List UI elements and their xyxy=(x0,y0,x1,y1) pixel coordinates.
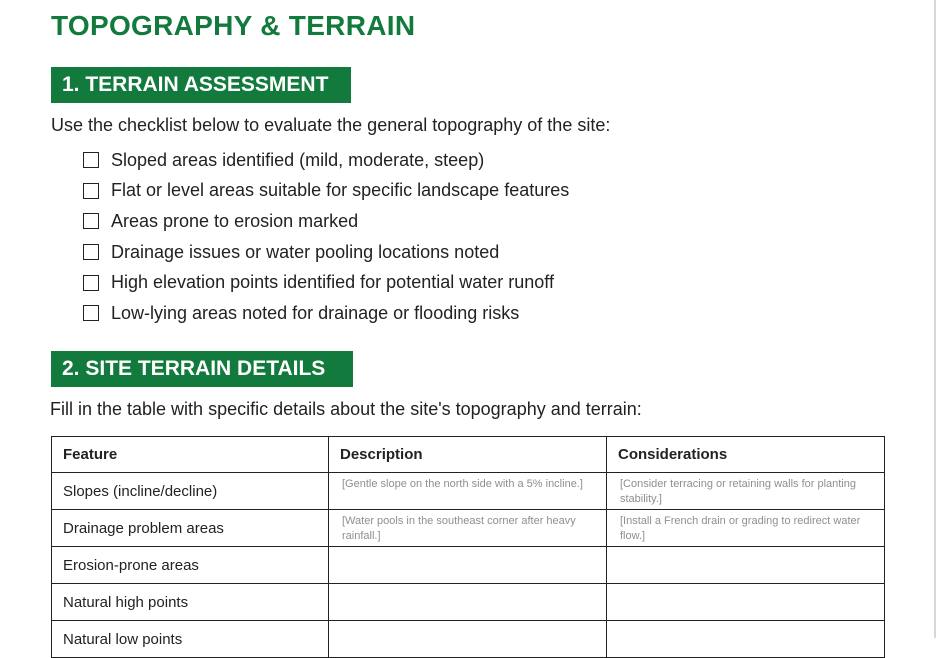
considerations-cell[interactable]: [Consider terracing or retaining walls for planting stability.] xyxy=(607,473,885,510)
page-edge-rule xyxy=(934,0,936,638)
description-cell[interactable] xyxy=(329,547,607,584)
column-header-description: Description xyxy=(329,437,607,473)
considerations-cell[interactable] xyxy=(607,547,885,584)
checkbox[interactable] xyxy=(83,183,99,199)
table-row xyxy=(52,473,885,510)
checkbox[interactable] xyxy=(83,244,99,260)
table-header-row xyxy=(52,437,885,473)
checklist-intro: Use the checklist below to evaluate the general topography of the site: xyxy=(51,115,611,135)
checklist-item[interactable] xyxy=(83,206,569,237)
table-row xyxy=(52,510,885,547)
considerations-cell[interactable] xyxy=(607,584,885,621)
checkbox[interactable] xyxy=(83,275,99,291)
checklist-item-label: High elevation points identified for potential water runoff xyxy=(111,272,554,293)
feature-cell: Natural low points xyxy=(52,621,329,658)
page-title: TOPOGRAPHY & TERRAIN xyxy=(51,10,416,41)
column-header-feature: Feature xyxy=(52,437,329,473)
description-cell[interactable] xyxy=(329,584,607,621)
checklist-item[interactable] xyxy=(83,267,569,298)
checklist-item-label: Sloped areas identified (mild, moderate, steep) xyxy=(111,149,485,170)
section-heading-site-terrain-details: 2. SITE TERRAIN DETAILS xyxy=(51,351,353,387)
feature-cell: Drainage problem areas xyxy=(52,510,329,547)
column-header-considerations: Considerations xyxy=(607,437,885,473)
checklist-item[interactable] xyxy=(83,237,569,268)
terrain-checklist xyxy=(83,145,569,329)
terrain-details-table xyxy=(51,436,885,658)
considerations-cell[interactable] xyxy=(607,621,885,658)
checkbox[interactable] xyxy=(83,152,99,168)
description-cell[interactable] xyxy=(329,621,607,658)
feature-cell: Erosion-prone areas xyxy=(52,547,329,584)
section-heading-terrain-assessment: 1. TERRAIN ASSESSMENT xyxy=(51,67,351,103)
checklist-item-label: Drainage issues or water pooling locations noted xyxy=(111,241,500,262)
feature-cell: Natural high points xyxy=(52,584,329,621)
table-row xyxy=(52,621,885,658)
table-row xyxy=(52,584,885,621)
checkbox[interactable] xyxy=(83,305,99,321)
table-intro: Fill in the table with specific details about the site's topography and terrain: xyxy=(50,399,642,419)
description-cell[interactable]: [Gentle slope on the north side with a 5% incline.] xyxy=(329,473,607,510)
considerations-cell[interactable]: [Install a French drain or grading to redirect water flow.] xyxy=(607,510,885,547)
checklist-item-label: Low-lying areas noted for drainage or flooding risks xyxy=(111,302,520,323)
checklist-item-label: Flat or level areas suitable for specific landscape features xyxy=(111,180,570,201)
feature-cell: Slopes (incline/decline) xyxy=(52,473,329,510)
table-row xyxy=(52,547,885,584)
checklist-item-label: Areas prone to erosion marked xyxy=(111,210,359,231)
checkbox[interactable] xyxy=(83,213,99,229)
checklist-item[interactable] xyxy=(83,145,569,176)
description-cell[interactable]: [Water pools in the southeast corner after heavy rainfall.] xyxy=(329,510,607,547)
checklist-item[interactable] xyxy=(83,176,569,207)
checklist-item[interactable] xyxy=(83,298,569,329)
